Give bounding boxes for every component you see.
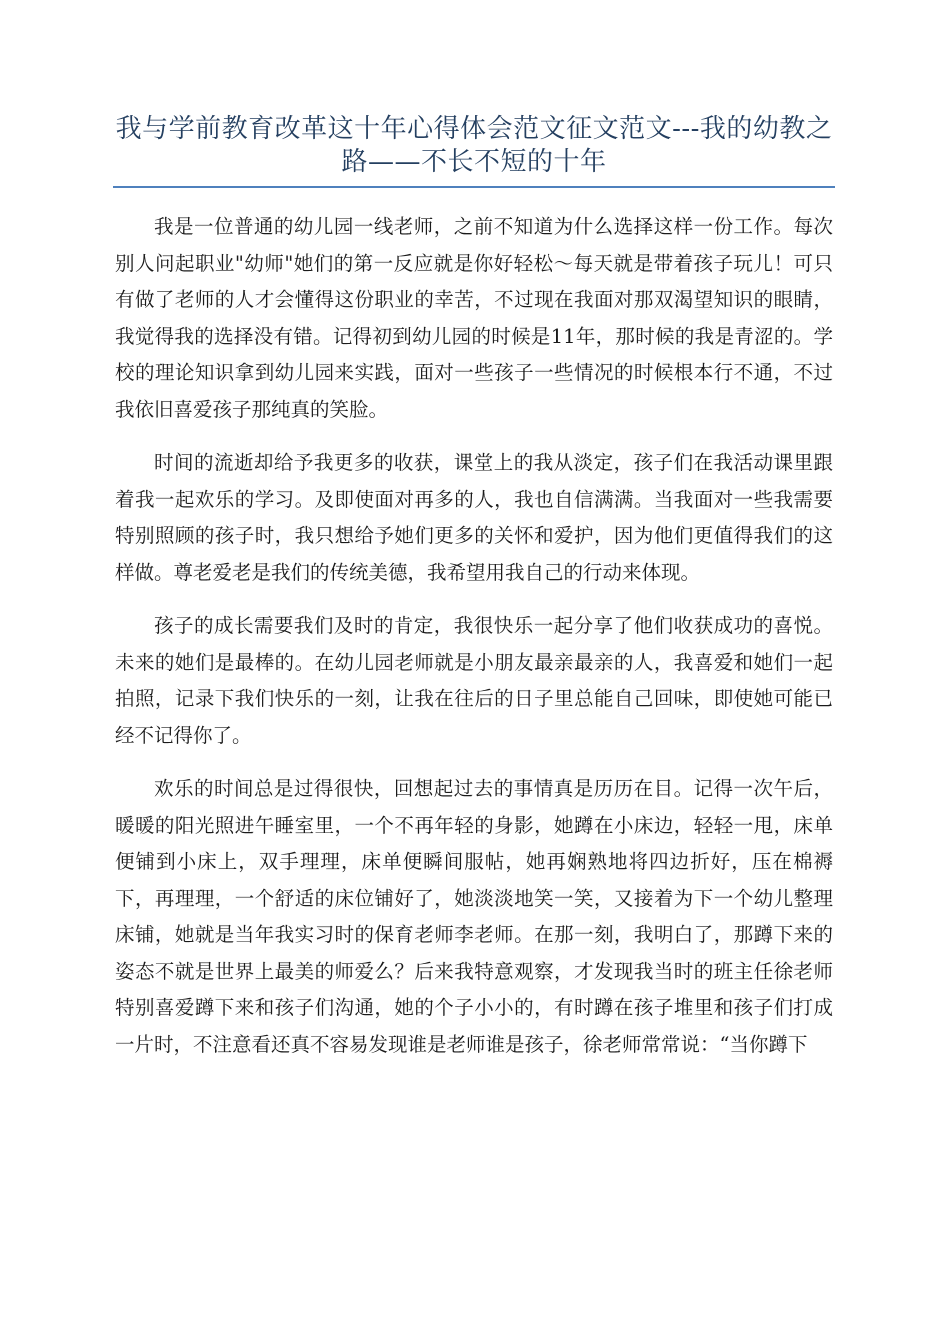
paragraph-4: 欢乐的时间总是过得很快，回想起过去的事情真是历历在目。记得一次午后，暖暖的阳光照进午睡室里，一个不再年轻的身影，她蹲在小床边，轻轻一甩，床单便铺到小床上，双手理理，床单便瞬间服帖，她再娴熟地将四边折好，压在棉褥下，再理理，一个舒适的床位铺好了，她淡淡地笑一笑，又接着为下一个幼儿整理床铺，她就是当年我实习时的保育老师李老师。在那一刻，我明白了，那蹲下来的姿态不就是世界上最美的师爱么？后来我特意观察，才发现我当时的班主任徐老师特别喜爱蹲下来和孩子们沟通，她的个子小小的，有时蹲在孩子堆里和孩子们打成一片时，不注意看还真不容易发现谁是老师谁是孩子，徐老师常常说：“当你蹲下 [115, 777, 833, 1056]
paragraph-2: 时间的流逝却给予我更多的收获，课堂上的我从淡定，孩子们在我活动课里跟着我一起欢乐的学习。及即使面对再多的人，我也自信满满。当我面对一些我需要特别照顾的孩子时，我只想给予她们更多的关怀和爱护，因为他们更值得我们的这样做。尊老爱老是我们的传统美德，我希望用我自己的行动来体现。 [115, 451, 833, 584]
title-underline [113, 186, 835, 188]
paragraph-3: 孩子的成长需要我们及时的肯定，我很快乐一起分享了他们收获成功的喜悦。未来的她们是最棒的。在幼儿园老师就是小朋友最亲最亲的人，我喜爱和她们一起拍照，记录下我们快乐的一刻，让我在往后的日子里总能自己回味，即使她可能已经不记得你了。 [115, 614, 833, 747]
paragraph-1: 我是一位普通的幼儿园一线老师，之前不知道为什么选择这样一份工作。每次别人问起职业"幼师"她们的第一反应就是你好轻松～每天就是带着孩子玩儿！可只有做了老师的人才会懂得这份职业的幸苦，不过现在我面对那双渴望知识的眼睛，我觉得我的选择没有错。记得初到幼儿园的时候是11年，那时候的我是青涩的。学校的理论知识拿到幼儿园来实践，面对一些孩子一些情况的时候根本行不通，不过我依旧喜爱孩子那纯真的笑脸。 [115, 215, 833, 421]
document-body [115, 209, 833, 1080]
document-title: 我与学前教育改革这十年心得体会范文征文范文---我的幼教之路——不长不短的十年 [115, 114, 833, 177]
